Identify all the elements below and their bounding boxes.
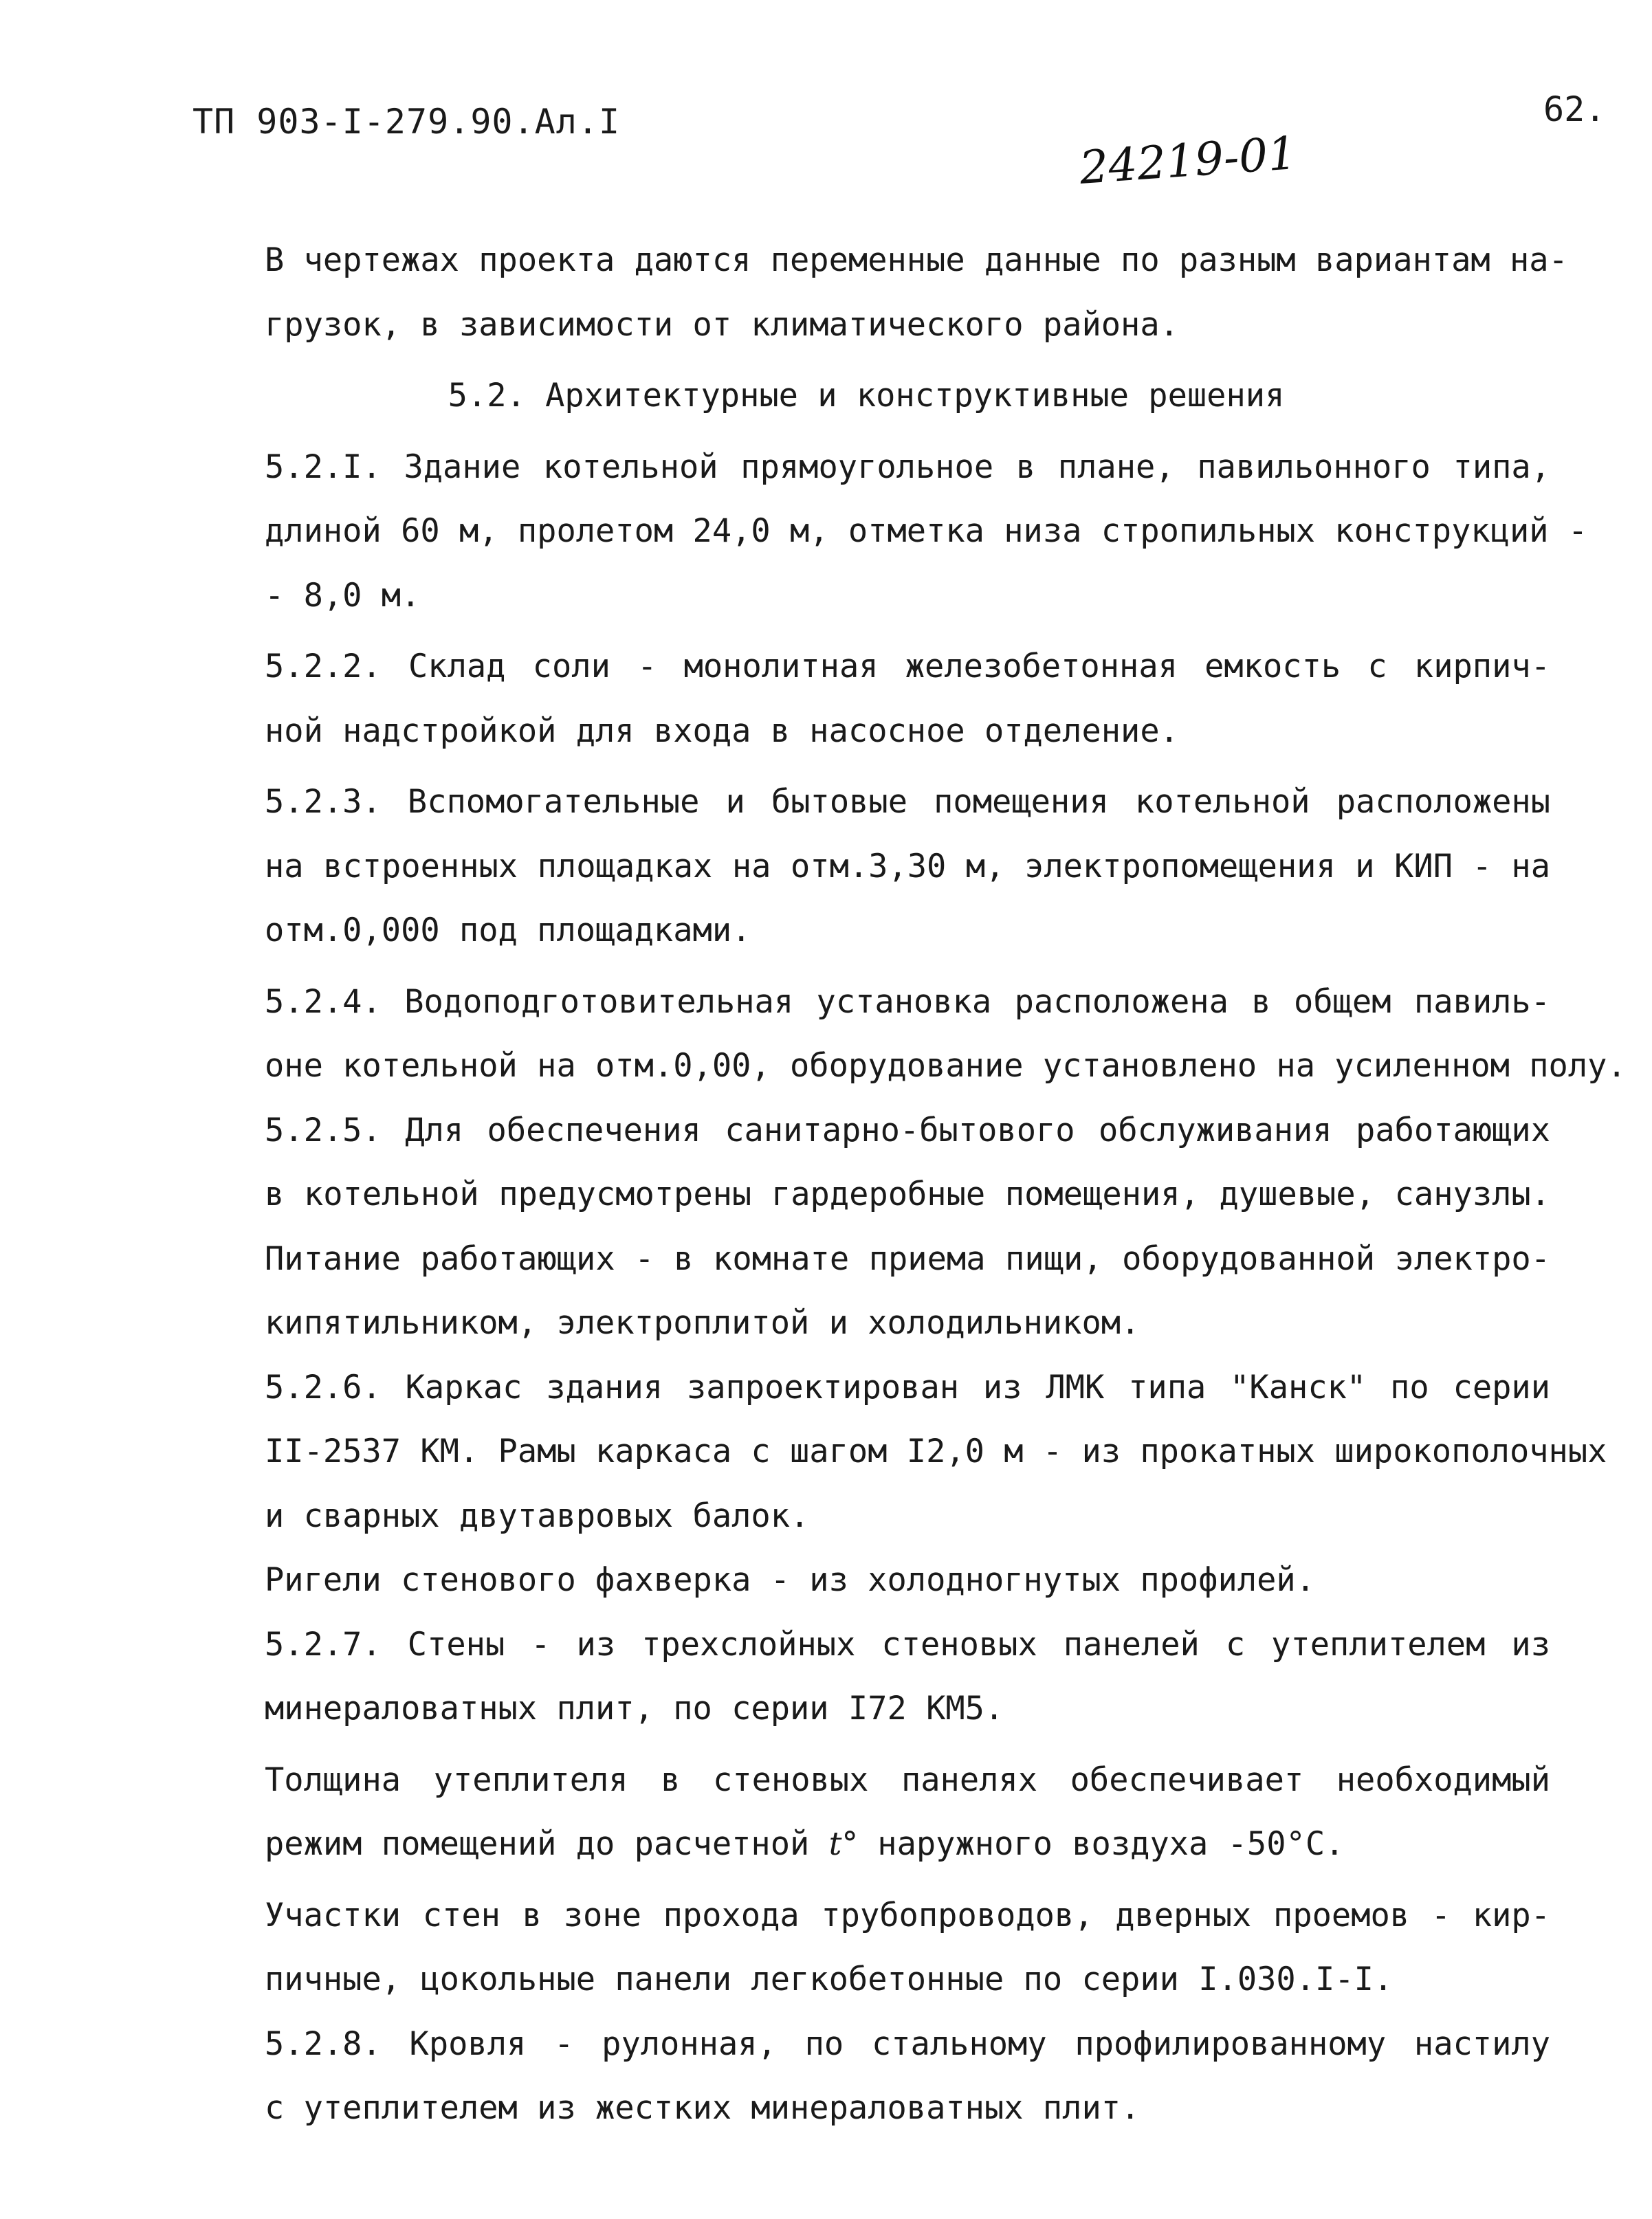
text-line: в котельной предусмотрены гардеробные помещения, душевые, санузлы.: [265, 1175, 1550, 1213]
text-line: 5.2.5. Для обеспечения санитарно-бытового обслуживания работающих: [265, 1111, 1550, 1149]
paragraph-5-2-4: [182, 970, 1627, 1099]
text-line: 5.2.2. Склад соли - монолитная железобетонная емкость с кирпич-: [265, 648, 1550, 685]
handwritten-number: 24219-01: [1077, 126, 1299, 195]
text-line: Питание работающих - в комнате приема пищи, оборудованной электро-: [265, 1239, 1550, 1278]
text-line: Участки стен в зоне прохода трубопроводов, дверных проемов - кир-: [265, 1896, 1550, 1934]
text-line: оне котельной на отм.0,00, оборудование установлено на усиленном полу.: [265, 1047, 1627, 1085]
text-line: грузок, в зависимости от климатического района.: [265, 305, 1179, 344]
text-line: II-2537 КМ. Рамы каркаса с шагом I2,0 м - из прокатных широкополочных: [265, 1433, 1607, 1470]
text-line: ной надстройкой для входа в насосное отделение.: [265, 711, 1179, 750]
text-line: 5.2.6. Каркас здания запроектирован из ЛМК типа "Канск" по серии: [265, 1368, 1550, 1406]
text-line: [182, 1812, 1550, 1877]
text-line: Ригели стенового фахверка - из холодногнутых профилей.: [265, 1561, 1316, 1599]
paragraph-5-2-5: [182, 1099, 1550, 1227]
section-heading: 5.2. Архитектурные и конструктивные решения: [448, 377, 1285, 415]
text-line: 5.2.4. Водоподготовительная установка расположена в общем павиль-: [265, 982, 1550, 1021]
paragraph-food: [182, 1227, 1550, 1356]
text-line: 5.2.8. Кровля - рулонная, по стальному профилированному настилу: [265, 2024, 1550, 2063]
text-line: 5.2.3. Вспомогательные и бытовые помещения котельной расположены: [265, 783, 1550, 821]
temperature-symbol: t°: [828, 1825, 858, 1863]
text-line: длиной 60 м, пролетом 24,0 м, отметка низа стропильных конструкций -: [265, 512, 1588, 550]
document-body: [182, 228, 1627, 2141]
document-code: ТП 903-I-279.90.Ал.I: [192, 102, 621, 142]
text-fragment: режим помещений до расчетной: [265, 1825, 829, 1863]
text-line: 5.2.7. Стены - из трехслойных стеновых панелей с утеплителем из: [265, 1625, 1550, 1664]
text-line: кипятильником, электроплитой и холодильником.: [265, 1304, 1141, 1342]
paragraph-5-2-6: [182, 1356, 1607, 1549]
page-number: 62.: [1543, 89, 1606, 129]
text-line: минераловатных плит, по серии I72 КМ5.: [265, 1690, 1004, 1727]
paragraph-5-2-3: [182, 770, 1550, 963]
paragraph-5-2-2: [182, 634, 1550, 763]
paragraph-girders: [182, 1548, 1550, 1613]
paragraph-5-2-1: [182, 435, 1588, 628]
text-line: и сварных двутавровых балок.: [265, 1497, 810, 1535]
paragraph-wall-sections: [182, 1884, 1550, 2012]
text-line: 5.2.I. Здание котельной прямоугольное в плане, павильонного типа,: [265, 448, 1550, 486]
paragraph-insulation: [182, 1748, 1550, 1877]
text-line: на встроенных площадках на отм.3,30 м, электропомещения и КИП - на: [265, 847, 1550, 885]
paragraph-5-2-7: [182, 1613, 1550, 1741]
text-fragment: наружного воздуха -50°С.: [858, 1825, 1345, 1863]
intro-paragraph: [182, 228, 1568, 357]
text-line: отм.0,000 под площадками.: [265, 912, 751, 949]
text-line: с утеплителем из жестких минераловатных плит.: [265, 2089, 1141, 2127]
paragraph-5-2-8: [182, 2012, 1550, 2141]
text-line: Толщина утеплителя в стеновых панелях обеспечивает необходимый: [265, 1760, 1550, 1799]
text-line: пичные, цокольные панели легкобетонные по серии I.030.I-I.: [265, 1961, 1394, 1998]
text-line: - 8,0 м.: [265, 576, 421, 615]
text-line: В чертежах проекта даются переменные данные по разным вариантам на-: [265, 241, 1568, 279]
